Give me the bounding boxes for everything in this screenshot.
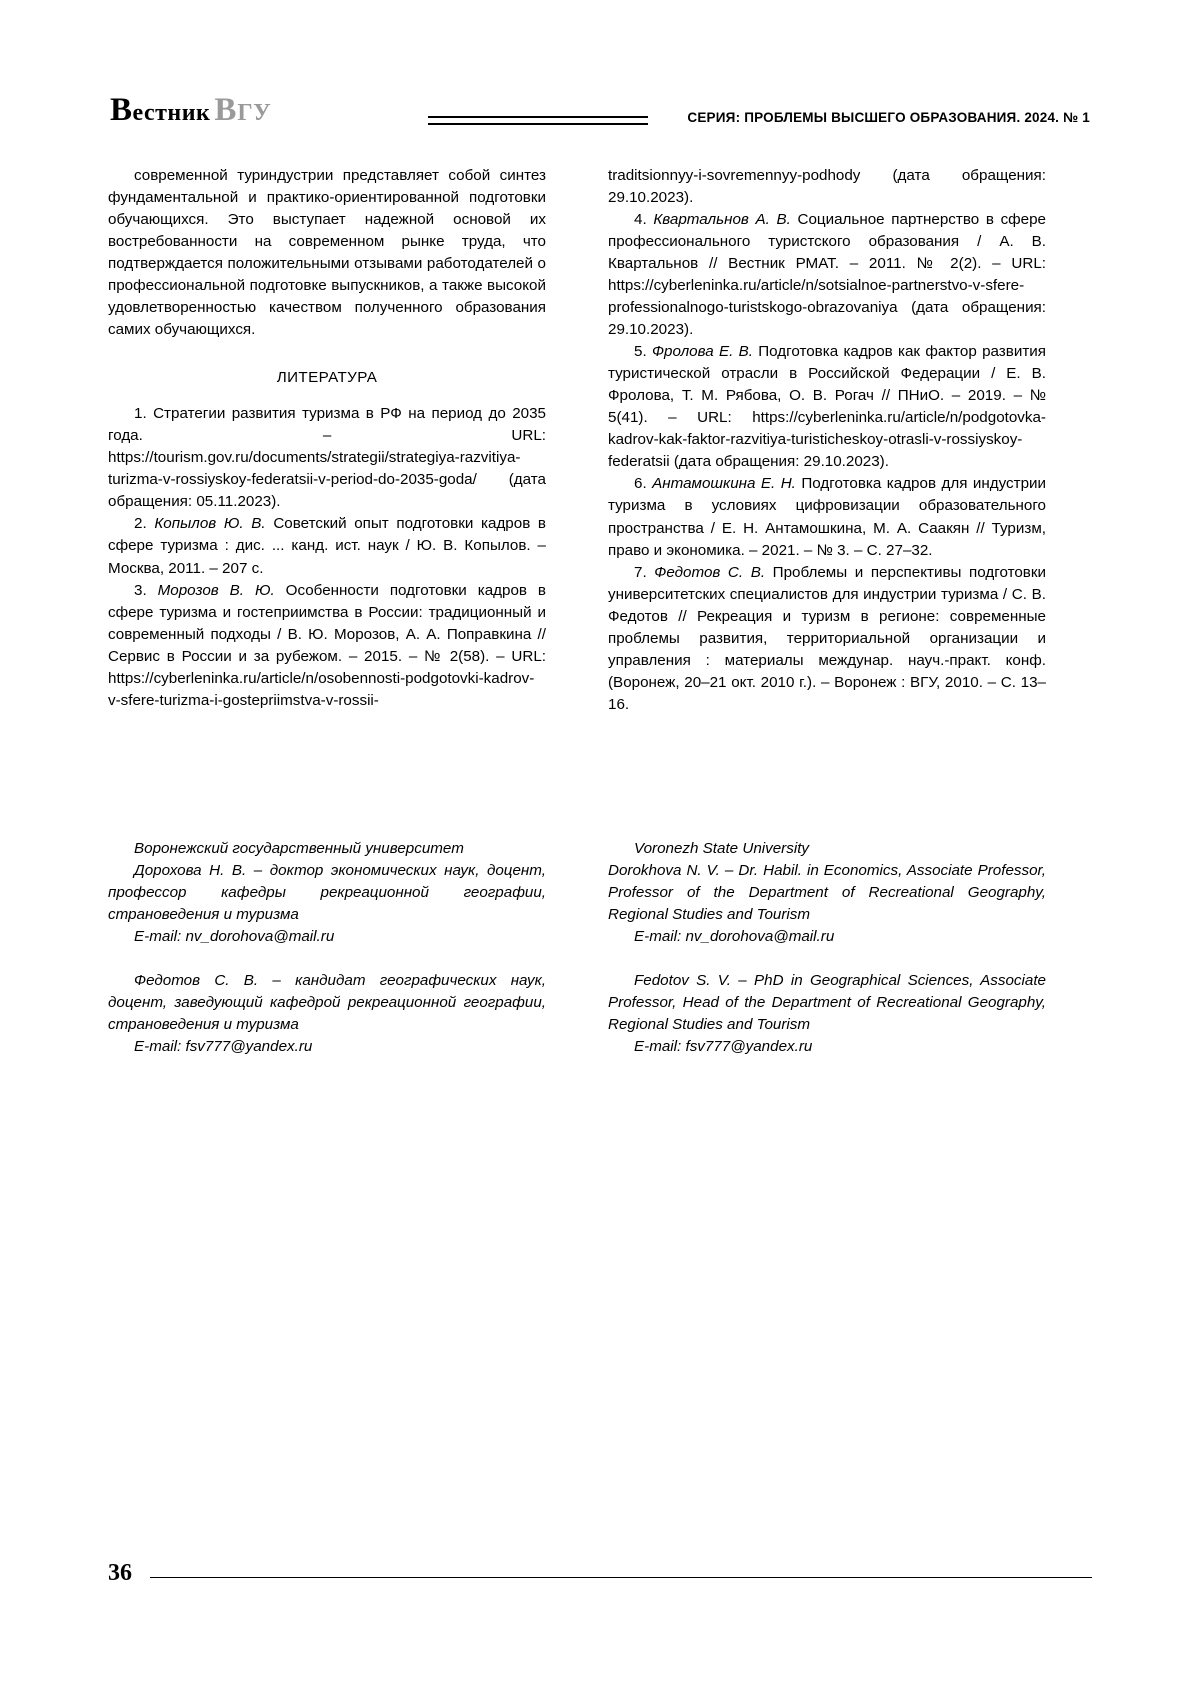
- body-paragraph: современной туриндустрии представляет собой синтез фундаментальной и практико-ориентированной подготовки обучающихся. Это выступает надежной основой их востребованности на современном рынке труда, что подтверждается положительными отзывами работодателей о профессиональной подготовке выпускников, а также высокой удовлетворенностью качеством полученного образования самих обучающихся.: [108, 167, 546, 339]
- reference-number: 1.: [134, 405, 147, 423]
- reference-number: 4.: [634, 211, 647, 229]
- page-header: [110, 92, 1090, 140]
- reference-text: Проблемы и перспективы подготовки университетских специалистов для индустрии туризма / С. В. Федотов // Рекреация и туризм в регионе: современные проблемы развития, территориальной организации и управления : материалы междунар. науч.-практ. конф. (Воронеж, 20–21 окт. 2010 г.). – Воронеж : ВГУ, 2010. – С. 13–16.: [608, 563, 1046, 713]
- author-block-spacer: [608, 948, 1046, 970]
- page-footer: [108, 1560, 1092, 1590]
- references-heading: ЛИТЕРАТУРА: [276, 369, 378, 387]
- reference-author: Федотов С. В.: [654, 563, 766, 581]
- journal-title-main: В: [110, 92, 133, 128]
- journal-masthead: [110, 92, 271, 129]
- reference-author: Квартальнов А. В.: [653, 211, 791, 229]
- author2-email-ru: E-mail: fsv777@yandex.ru: [134, 1038, 313, 1056]
- journal-series-line: СЕРИЯ: ПРОБЛЕМЫ ВЫСШЕГО ОБРАЗОВАНИЯ. 2024. № 1: [687, 110, 1090, 125]
- right-column: [608, 165, 1046, 716]
- reference-item: [108, 513, 546, 579]
- reference-text: Социальное партнерство в сфере профессионального туристского образования / А. В. Квартальнов // Вестник РМАТ. – 2011. № 2(2). – URL: https://cyberleninka.ru/article/n/sotsialnoe-partnerstvo-v-sfere-professionalnogo-turistskogo-obrazovaniya (дата обращения: 29.10.2023).: [608, 211, 1046, 339]
- page-number: 36: [108, 1560, 132, 1586]
- author1-email-en: E-mail: nv_dorohova@mail.ru: [634, 928, 835, 946]
- reference-number: 6.: [634, 475, 647, 493]
- affiliation-en: Voronezh State University: [634, 840, 810, 857]
- reference-item: [108, 580, 546, 712]
- reference-text: Подготовка кадров для индустрии туризма в условиях цифровизации образовательного пространства / Е. Н. Антамошкина, М. А. Саакян // Туризм, право и экономика. – 2021. – № 3. – С. 27–32.: [608, 475, 1046, 559]
- author-block-spacer: [108, 948, 546, 970]
- reference-text: Особенности подготовки кадров в сфере туризма и гостеприимства в России: традиционный и современный подходы / В. Ю. Морозов, А. А. Поправкина // Сервис в России и за рубежом. – 2015. – № 2(58). – URL: https://cyberleninka.ru/article/n/osobennosti-podgotovki-kadrov-v-sfere-turizma-i-gostepriimstva-v-rossii-: [108, 581, 546, 709]
- reference-text: Советский опыт подготовки кадров в сфере туризма : дис. ... канд. ист. наук / Ю. В. Копылов. – Москва, 2011. – 207 с.: [108, 515, 546, 577]
- header-divider-rule: [428, 116, 648, 125]
- journal-title-vgu: ВГУ: [214, 92, 272, 128]
- footer-divider-rule: [150, 1577, 1092, 1578]
- reference-number: 5.: [634, 343, 647, 361]
- reference-text: Стратегии развития туризма в РФ на период до 2035 года. – URL: https://tourism.gov.ru/documents/strategii/strategiya-razvitiya-turizma-v-rossiyskoy-federatsii-v-period-do-2035-goda/ (дата обращения: 05.11.2023).: [108, 405, 546, 511]
- author1-name-role-ru: Дорохова Н. В. – доктор экономических наук, доцент, профессор кафедры рекреационной географии, страноведения и туризма: [108, 862, 546, 924]
- reference-author: Фролова Е. В.: [651, 343, 753, 361]
- author2-email-en: E-mail: fsv777@yandex.ru: [634, 1038, 813, 1056]
- author-block-en: [608, 838, 1046, 1058]
- reference-item: [608, 341, 1046, 473]
- reference-item: [608, 473, 1046, 561]
- author1-name-role-en: Dorokhova N. V. – Dr. Habil. in Economics, Associate Professor, Professor of the Department of Recreational Geography, Regional Studies and Tourism: [608, 862, 1046, 924]
- reference-item: [608, 562, 1046, 716]
- reference-author: Морозов В. Ю.: [157, 581, 275, 599]
- author-block-ru: [108, 838, 546, 1058]
- reference-number: 7.: [634, 563, 647, 581]
- reference-author: Копылов Ю. В.: [154, 515, 266, 533]
- author2-name-role-en: Fedotov S. V. – PhD in Geographical Sciences, Associate Professor, Head of the Department of Recreational Geography, Regional Studies and Tourism: [608, 972, 1046, 1034]
- reference-text: Подготовка кадров как фактор развития туристической отрасли в Российской Федерации / Е. В. Фролова, Т. М. Рябова, О. В. Рогач // ПНиО. – 2019. – № 5(41). – URL: https://cyberleninka.ru/article/n/podgotovka-kadrov-kak-faktor-razvitiya-turisticheskoy-otrasli-v-rossiyskoy-federatsii (дата обращения: 29.10.2023).: [608, 343, 1046, 471]
- reference-item: [108, 403, 546, 513]
- reference-continuation: traditsionnyy-i-sovremennyy-podhody (дата обращения: 29.10.2023).: [608, 167, 1046, 207]
- journal-title-main-rest: естник: [132, 100, 211, 126]
- author1-email-ru: E-mail: nv_dorohova@mail.ru: [134, 928, 335, 946]
- author2-name-role-ru: Федотов С. В. – кандидат географических наук, доцент, заведующий кафедрой рекреационной географии, страноведения и туризма: [108, 972, 546, 1034]
- reference-number: 3.: [134, 581, 147, 599]
- reference-number: 2.: [134, 515, 147, 533]
- reference-author: Антамошкина Е. Н.: [652, 475, 796, 493]
- reference-item: [608, 209, 1046, 341]
- left-column: [108, 165, 546, 712]
- affiliation-ru: Воронежский государственный университет: [134, 840, 464, 857]
